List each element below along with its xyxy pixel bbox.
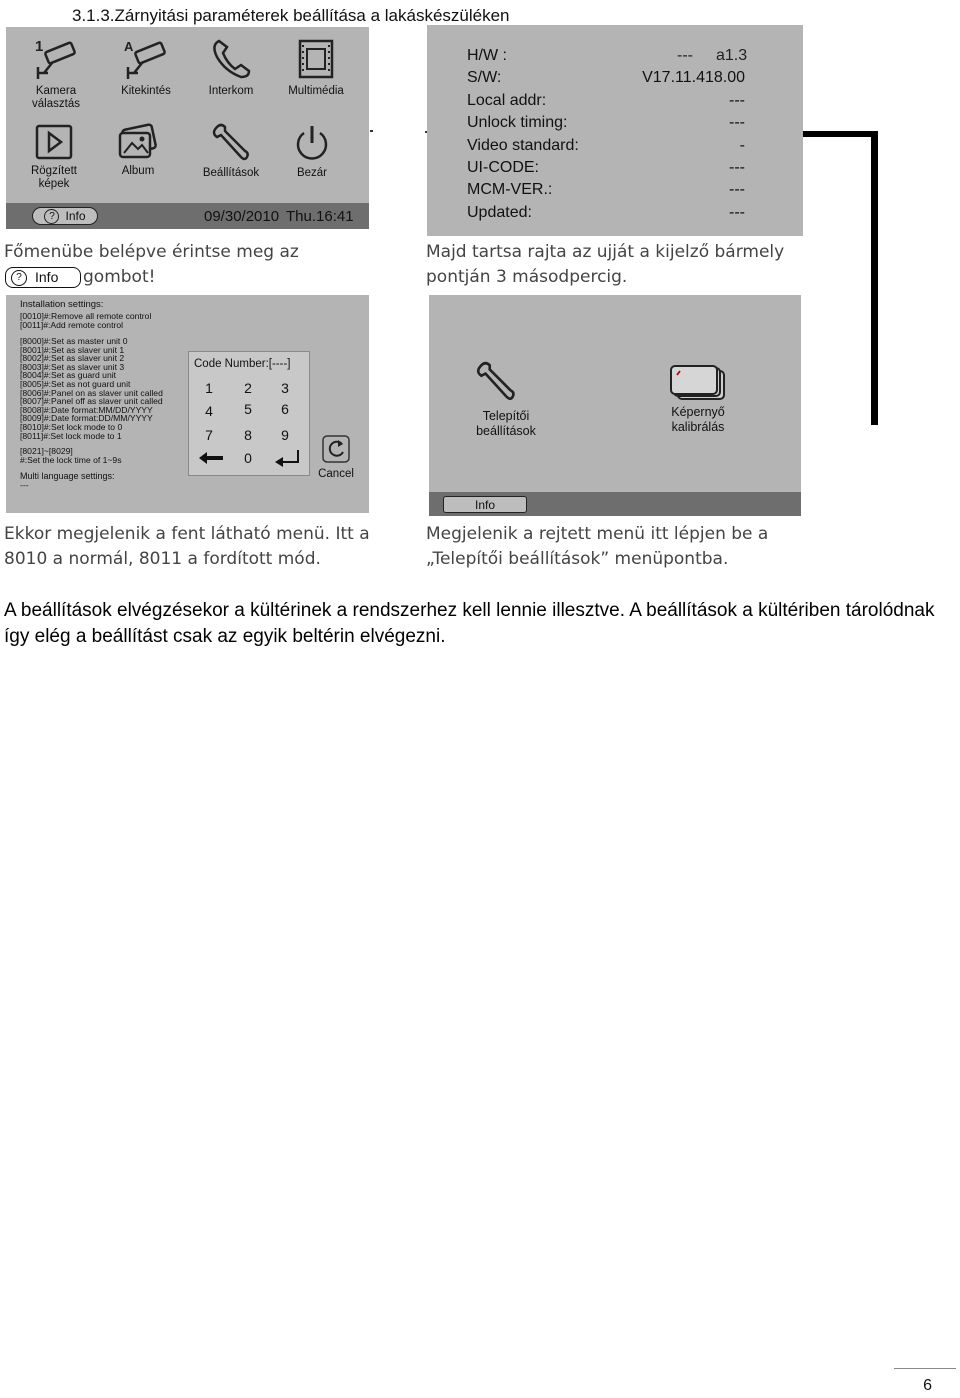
mcm-ver-value: --- — [729, 181, 745, 198]
menu-label: Multimédia — [288, 85, 344, 97]
caption-install-menu: Ekkor megjelenik a fent látható menü. Itt a 8010 a normál, 8011 a fordított mód. — [4, 524, 370, 569]
caption-text: gombot! — [83, 267, 156, 287]
info-label: Info — [65, 209, 86, 223]
menu-label: Kitekintés — [121, 85, 171, 97]
install-line: [8003]#:Set as slaver unit 3 — [20, 361, 125, 372]
menu-label: Bezár — [296, 167, 328, 179]
updated-value: --- — [729, 204, 745, 221]
install-line: [8000]#:Set as master unit 0 — [20, 336, 128, 346]
menu-label: Interkom — [208, 85, 254, 97]
status-bar — [429, 492, 801, 516]
info-button[interactable] — [443, 496, 527, 513]
wrench-icon — [209, 123, 253, 163]
install-line: [8011]#:Set lock mode to 1 — [20, 430, 122, 441]
main-menu-screen — [6, 27, 369, 229]
install-line: [8006]#:Panel on as slaver unit called — [20, 387, 163, 398]
menu-item-rogzitett[interactable] — [14, 123, 94, 191]
install-line: [8010]#:Set lock mode to 0 — [20, 421, 123, 432]
video-standard-label: Video standard: — [467, 137, 579, 154]
key-8[interactable]: 8 — [244, 427, 252, 443]
unlock-timing-label: Unlock timing: — [467, 114, 568, 131]
status-time: Thu.16:41 — [286, 208, 354, 225]
key-9[interactable]: 9 — [281, 427, 289, 443]
install-line: [8021]~[8029] — [20, 446, 73, 456]
unlock-timing-value: --- — [729, 114, 745, 131]
install-line: [8001]#:Set as slaver unit 1 — [20, 344, 125, 355]
camera-1-icon — [32, 37, 80, 81]
install-lines-c — [20, 447, 122, 464]
caption-line-2 — [4, 265, 364, 290]
install-line: [0011]#:Add remote control — [20, 319, 124, 330]
separator-mark — [370, 130, 373, 132]
key-0[interactable]: 0 — [244, 450, 252, 466]
install-line: [0010]#:Remove all remote control — [20, 311, 152, 321]
menu-label: Kamera választás — [32, 85, 80, 110]
key-7[interactable]: 7 — [205, 427, 213, 443]
install-line: [8005]#:Set as not guard unit — [20, 378, 131, 389]
camera-a-icon — [122, 37, 170, 81]
install-line: [8002]#:Set as slaver unit 2 — [20, 353, 125, 364]
local-addr-value: --- — [729, 92, 745, 109]
key-4[interactable]: 4 — [205, 403, 213, 419]
menu-item-bezar[interactable] — [272, 123, 352, 180]
video-standard-value: - — [739, 137, 745, 154]
hw-value-2: a1.3 — [716, 47, 748, 64]
svg-text:A: A — [124, 39, 134, 54]
screen-calibration-label: Képernyő kalibrálás — [671, 405, 725, 434]
film-icon — [292, 37, 340, 81]
hw-info-screen — [427, 25, 803, 236]
code-keypad — [188, 351, 310, 476]
info-label: Info — [474, 497, 495, 512]
ui-code-value: --- — [729, 159, 745, 176]
install-line: #:Set the lock time of 1~9s — [20, 454, 122, 465]
refresh-icon — [322, 435, 350, 463]
page-number: 6 — [923, 1377, 932, 1394]
inline-info-button — [5, 267, 81, 288]
status-date: 09/30/2010 — [204, 208, 280, 225]
status-bar — [6, 203, 369, 229]
menu-label: Rögzített képek — [30, 165, 78, 190]
question-icon: ? — [44, 209, 59, 224]
sw-label: S/W: — [467, 69, 502, 86]
multi-language-value: --- — [20, 480, 29, 490]
footer-rule — [894, 1368, 956, 1369]
local-addr-label: Local addr: — [467, 92, 547, 109]
body-paragraph: A beállítások elvégzésekor a kültérinek a rendszerhez kell lennie illesztve. A beállítások a kültériben tárolódnak így elég a beállítást csak az egyik beltérin elvégezni. — [4, 600, 935, 647]
question-icon: ? — [11, 270, 27, 286]
install-lines-b — [20, 337, 163, 440]
sw-value: V17.11.418.00 — [642, 69, 745, 86]
installer-settings-label: Telepítői beállítások — [476, 409, 536, 438]
album-icon — [116, 123, 160, 161]
menu-label: Album — [121, 165, 155, 177]
install-lines-a — [20, 312, 151, 329]
menu-label: Beállítások — [202, 167, 260, 179]
code-number-field[interactable]: Code Number:[----] — [194, 358, 291, 370]
bracket-line-top — [803, 131, 878, 137]
ui-code-label: UI-CODE: — [467, 159, 539, 176]
wrench-icon — [473, 361, 519, 403]
calibration-icon — [668, 365, 728, 401]
caption-main-menu — [4, 240, 364, 290]
multi-language-title: Multi language settings: — [20, 471, 115, 481]
installation-settings-screen — [6, 295, 369, 513]
installer-settings-item[interactable] — [463, 361, 549, 439]
enter-icon — [271, 447, 303, 469]
updated-label: Updated: — [467, 204, 532, 221]
menu-item-kamera[interactable] — [16, 37, 96, 111]
cancel-label: Cancel — [318, 468, 354, 480]
install-line: [8009]#:Date format:DD/MM/YYYY — [20, 413, 153, 424]
menu-item-multimedia[interactable] — [276, 37, 356, 98]
caption-hold-finger: Majd tartsa rajta az ujját a kijelző bármely pontján 3 másodpercig. — [426, 242, 785, 287]
power-icon — [292, 123, 332, 163]
key-6[interactable]: 6 — [281, 401, 289, 417]
install-line: [8008]#:Date format:MM/DD/YYYY — [20, 404, 153, 415]
menu-item-album[interactable] — [98, 123, 178, 178]
info-button[interactable] — [32, 207, 98, 225]
svg-text:1: 1 — [35, 38, 44, 55]
screen-calibration-item[interactable] — [655, 365, 741, 435]
key-2[interactable]: 2 — [244, 380, 252, 396]
menu-item-beallitasok[interactable] — [191, 123, 271, 180]
menu-item-interkom[interactable] — [191, 37, 271, 98]
key-5[interactable]: 5 — [244, 401, 252, 417]
key-3[interactable]: 3 — [281, 380, 289, 396]
key-1[interactable]: 1 — [205, 380, 213, 396]
mcm-ver-label: MCM-VER.: — [467, 181, 553, 198]
menu-item-kitekintes[interactable] — [106, 37, 186, 98]
backspace-key[interactable] — [195, 447, 227, 469]
hidden-menu-screen — [429, 295, 801, 516]
cancel-button[interactable] — [312, 435, 360, 483]
phone-icon — [207, 37, 255, 81]
hw-value: --- — [677, 47, 693, 64]
info-label: Info — [35, 269, 59, 285]
bracket-line-vertical — [871, 131, 878, 425]
play-icon — [34, 123, 74, 161]
install-line: [8004]#:Set as guard unit — [20, 370, 117, 381]
enter-key[interactable] — [271, 447, 303, 469]
arrow-left-icon — [195, 447, 227, 469]
caption-line: Főmenübe belépve érintse meg az — [4, 242, 299, 262]
caption-hidden-menu: Megjelenik a rejtett menü itt lépjen be a „Telepítői beállítások” menüpontba. — [426, 524, 769, 569]
section-heading: 3.1.3.Zárnyitási paraméterek beállítása a lakáskészüléken — [72, 6, 510, 25]
install-title: Installation settings: — [20, 299, 104, 310]
install-line: [8007]#:Panel off as slaver unit called — [20, 396, 163, 407]
hw-label: H/W : — [467, 47, 507, 64]
